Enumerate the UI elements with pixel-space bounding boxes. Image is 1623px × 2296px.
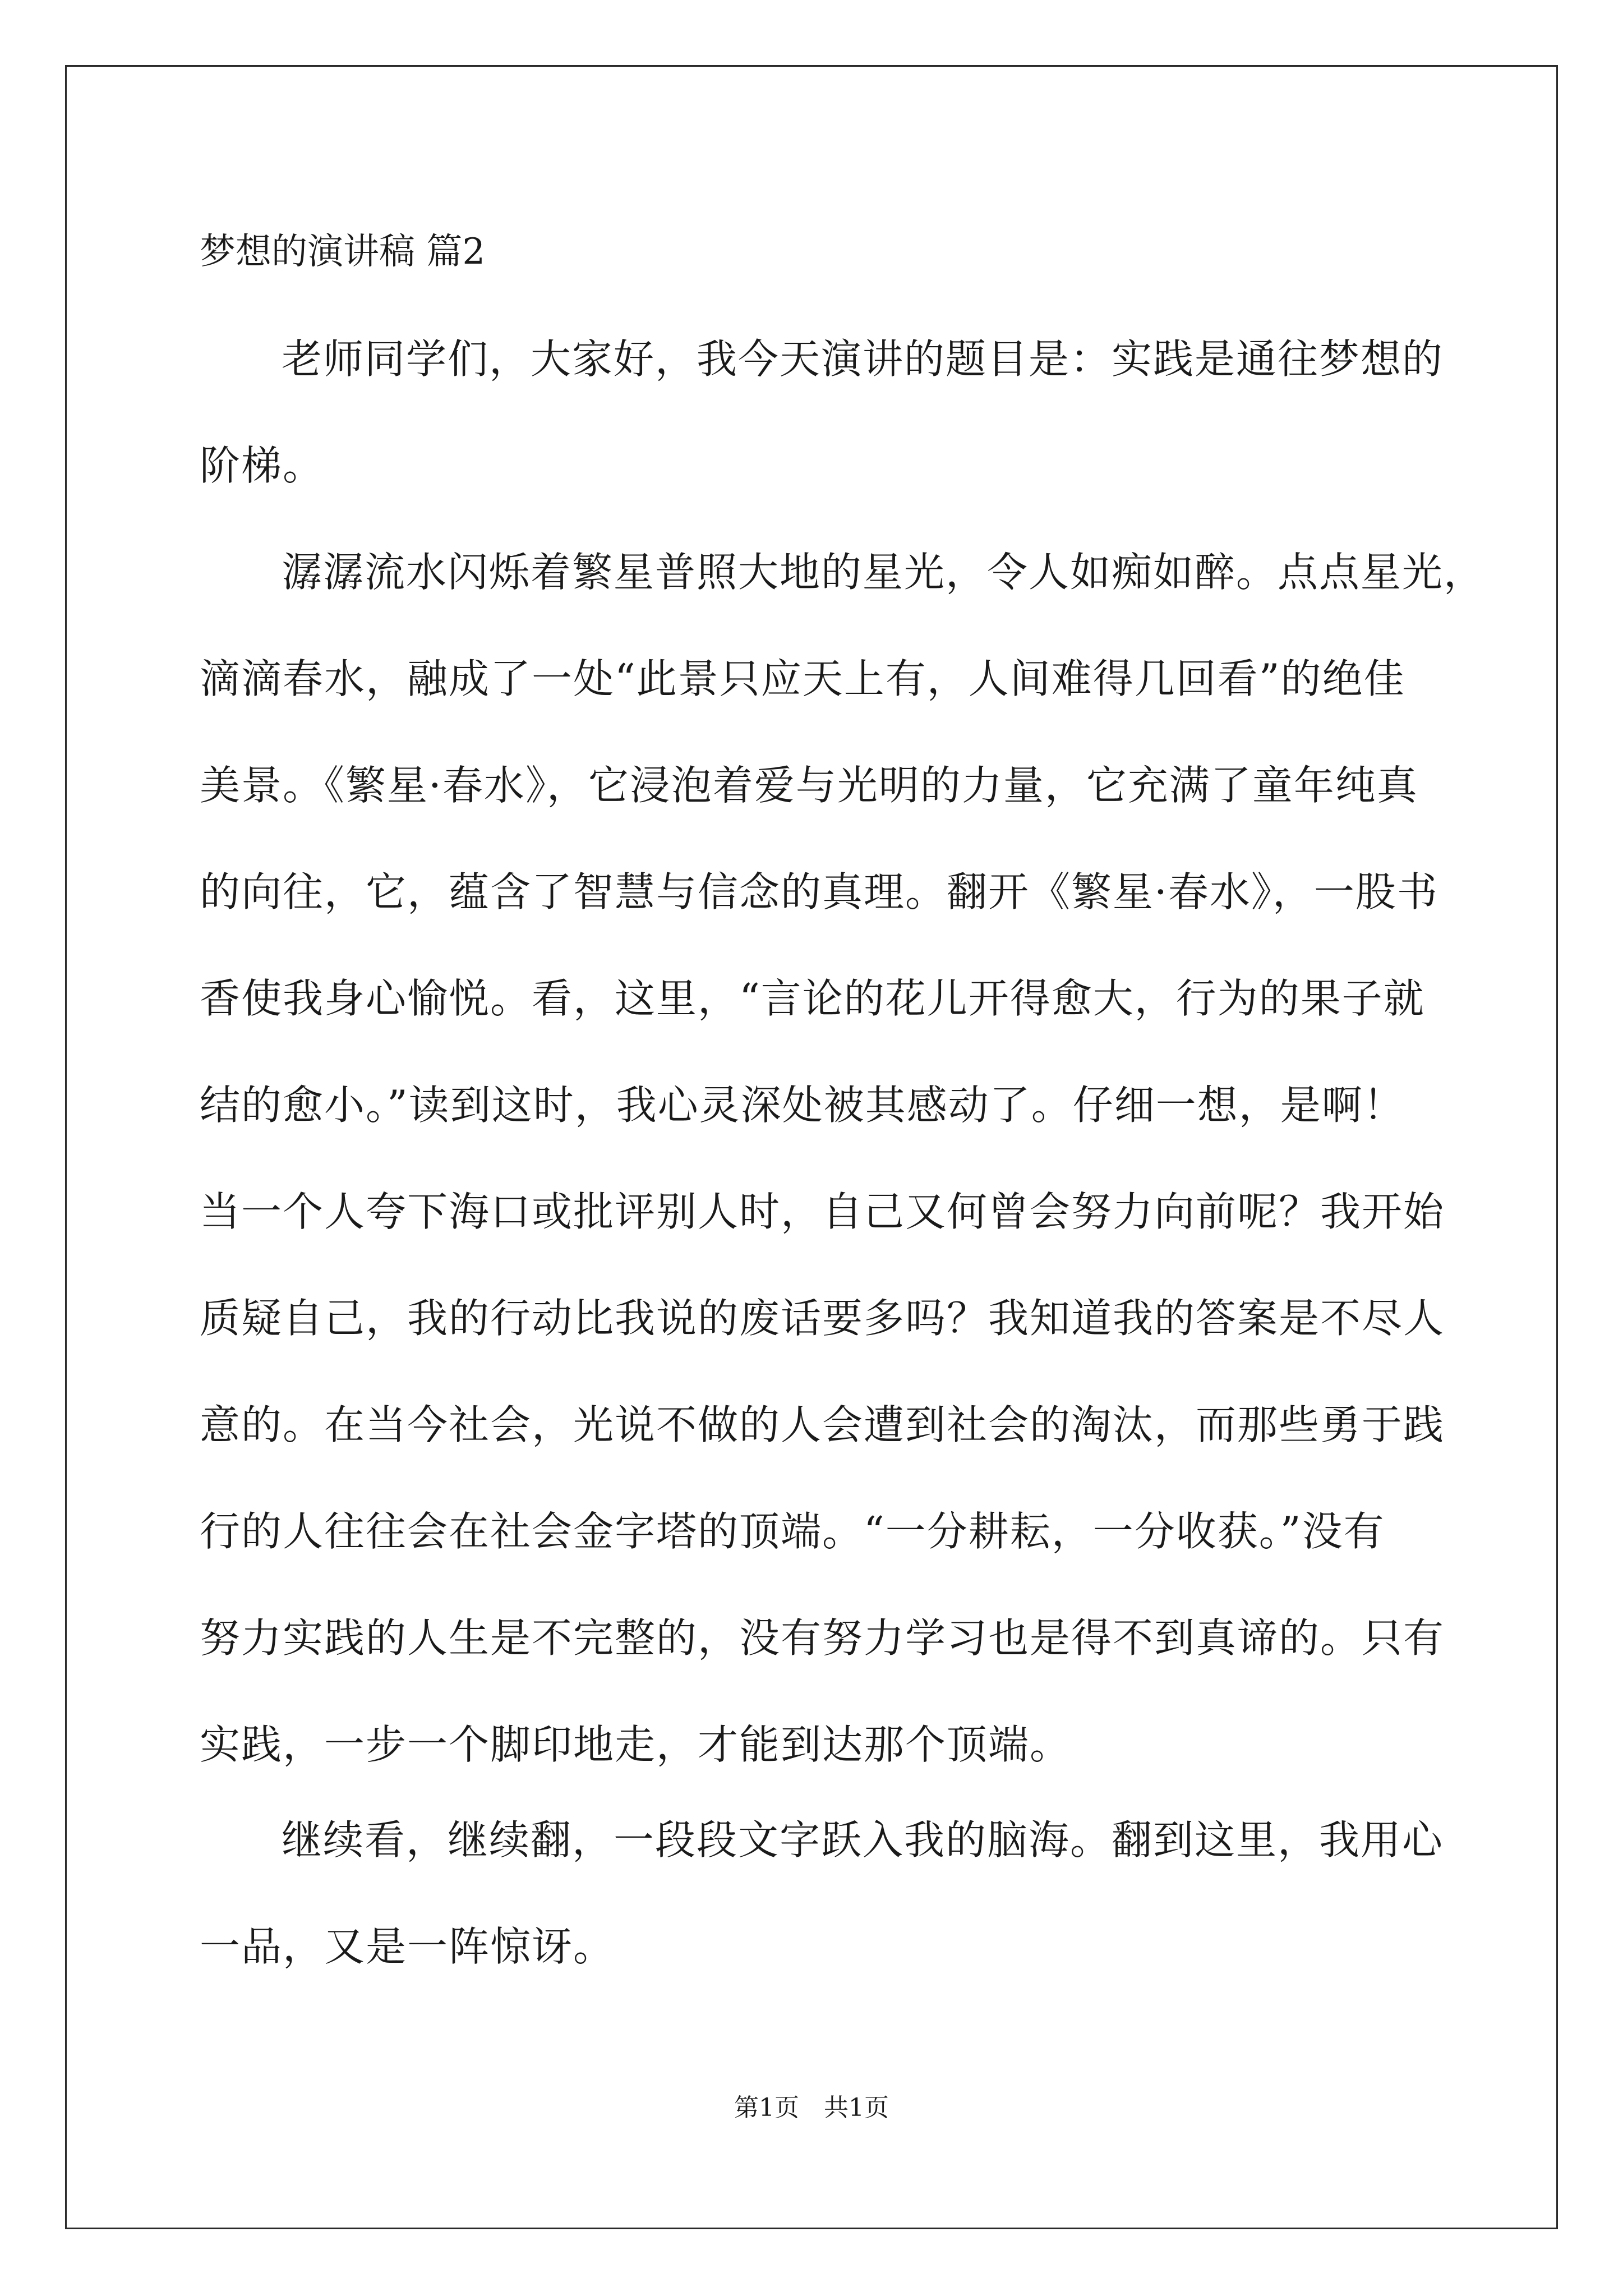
paragraph-line: 意的。在当今社会，光说不做的人会遭到社会的淘汰，而那些勇于践 (200, 1401, 1445, 1448)
paragraph-3 (200, 1787, 1444, 2000)
paragraph-1 (200, 306, 1444, 519)
paragraph-line: 质疑自己，我的行动比我说的废话要多吗？我知道我的答案是不尽人 (200, 1295, 1445, 1342)
paragraph-line: 香使我身心愉悦。看，这里，“言论的花儿开得愈大，行为的果子就 (200, 975, 1425, 1022)
paragraph-line: 一品，又是一阵惊讶。 (200, 1923, 615, 1970)
paragraph-line: 实践，一步一个脚印地走，才能到达那个顶端。 (200, 1721, 1072, 1768)
paragraph-line: 美景。《繁星·春水》，它浸泡着爱与光明的力量，它充满了童年纯真 (200, 762, 1418, 809)
paragraph-line: 滴滴春水，融成了一处“此景只应天上有，人间难得几回看”的绝佳 (200, 655, 1405, 702)
paragraph-line: 努力实践的人生是不完整的，没有努力学习也是得不到真谛的。只有 (200, 1614, 1445, 1662)
page-footer: 第1页 共1页 (734, 2093, 889, 2122)
paragraph-line: 潺潺流水闪烁着繁星普照大地的星光，令人如痴如醉。点点星光， (282, 549, 1486, 596)
document-title: 梦想的演讲稿 篇2 (200, 231, 486, 273)
paragraph-line: 阶梯。 (200, 442, 325, 489)
paragraph-line: 的向往，它，蕴含了智慧与信念的真理。翻开《繁星·春水》，一股书 (200, 868, 1438, 915)
paragraph-line: 老师同学们，大家好，我今天演讲的题目是：实践是通往梦想的 (282, 335, 1444, 383)
paragraph-line: 结的愈小。”读到这时，我心灵深处被其感动了。仔细一想，是啊！ (200, 1082, 1405, 1129)
paragraph-line: 继续看，继续翻，一段段文字跃入我的脑海。翻到这里，我用心 (282, 1816, 1444, 1864)
paragraph-line: 当一个人夸下海口或批评别人时，自己又何曾会努力向前呢？我开始 (200, 1188, 1445, 1235)
paragraph-2 (200, 519, 1486, 1798)
paragraph-line: 行的人往往会在社会金字塔的顶端。“一分耕耘，一分收获。”没有 (200, 1508, 1385, 1555)
